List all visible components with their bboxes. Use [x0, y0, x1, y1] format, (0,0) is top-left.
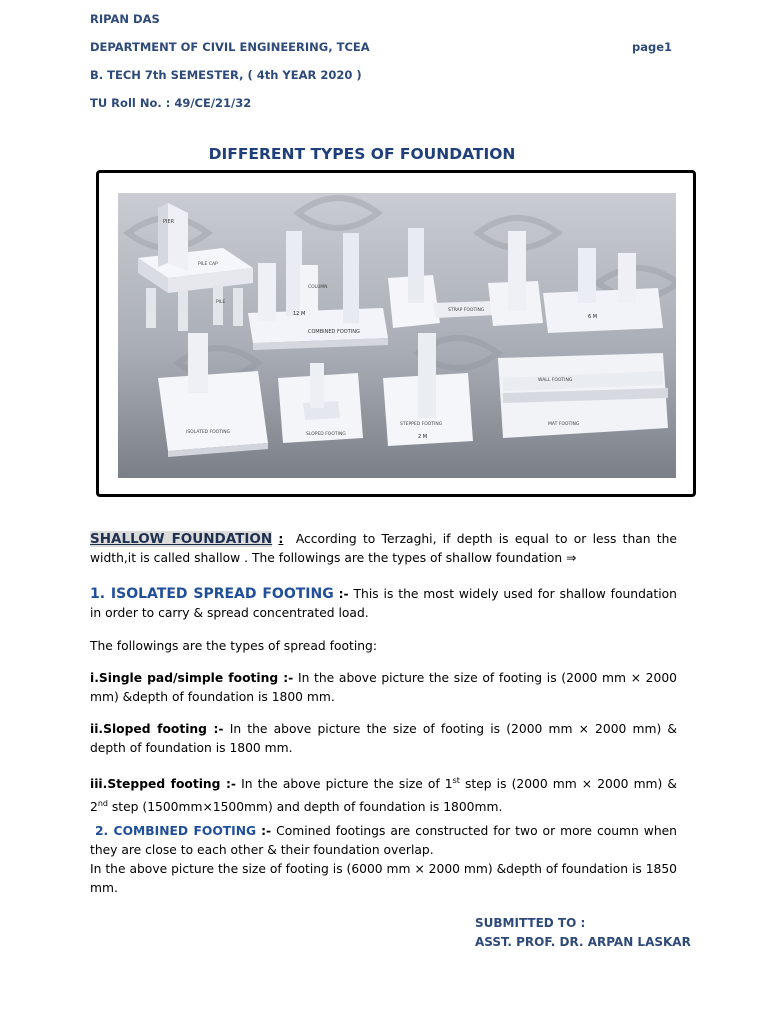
isolated-sep: :-: [338, 587, 349, 601]
label-pier: PIER: [163, 219, 175, 225]
department: DEPARTMENT OF CIVIL ENGINEERING, TCEA: [90, 40, 370, 54]
label-dim-12m: 12 M: [293, 311, 306, 317]
combined-sep: :-: [261, 824, 272, 838]
stepped-text-c: step (1500mm×1500mm) and depth of foundation is 1800mm.: [107, 800, 503, 815]
label-isolated: ISOLATED FOOTING: [186, 430, 231, 435]
combined-paragraph-2: In the above picture the size of footing is (6000 mm × 2000 mm) &depth of foundation is 1850 mm.: [90, 862, 677, 895]
label-wall: WALL FOOTING: [538, 378, 573, 383]
shallow-heading: SHALLOW FOUNDATION: [90, 531, 273, 547]
shallow-text: According to Terzaghi, if depth is equal to or less than the width,it is called shallow . The followings are the types of shallow foundation ⇒: [90, 532, 677, 565]
label-combined: COMBINED FOOTING: [308, 329, 360, 335]
submitted-label: SUBMITTED TO :: [475, 916, 586, 930]
author-name: RIPAN DAS: [90, 12, 160, 26]
types-intro: The followings are the types of spread footing:: [90, 639, 377, 653]
stepped-footing-paragraph: [90, 771, 677, 817]
shallow-colon: :: [278, 532, 284, 546]
page-number: page1: [631, 40, 672, 54]
label-dim-6m: 6 M: [588, 314, 598, 320]
shallow-foundation-paragraph: [90, 530, 677, 568]
isolated-text: This is the most widely used for shallow foundation in order to carry & spread concentrated load.: [90, 587, 677, 620]
mat-footing-model: [498, 353, 668, 438]
isolated-paragraph: [90, 585, 677, 623]
single-label: i.Single pad/simple footing :-: [90, 671, 294, 685]
label-strap: STRAP FOOTING: [448, 308, 485, 313]
label-pile: PILE: [216, 300, 226, 305]
single-text: In the above picture the size of footing is (2000 mm × 2000 mm) &depth of foundation is 1800 mm.: [90, 671, 677, 704]
sloped-label: ii.Sloped footing :-: [90, 722, 224, 736]
combined-heading: 2. COMBINED FOOTING: [94, 824, 257, 838]
combined-text1: Comined footings are constructed for two or more coumn when they are close to each other & their foundation overlap.: [90, 824, 677, 857]
isolated-heading: 1. ISOLATED SPREAD FOOTING: [90, 586, 334, 602]
page-title: DIFFERENT TYPES OF FOUNDATION: [208, 145, 516, 163]
label-mat: MAT FOOTING: [548, 422, 580, 427]
stepped-label: iii.Stepped footing :-: [90, 777, 236, 792]
foundation-models-photo: [118, 193, 676, 478]
sloped-footing-paragraph: [90, 720, 677, 758]
label-stepped: STEPPED FOOTING: [400, 422, 443, 427]
sloped-text: In the above picture the size of footing is (2000 mm × 2000 mm) & depth of foundation is 1800 mm.: [90, 722, 677, 755]
label-sloped: SLOPED FOOTING: [306, 432, 346, 437]
semester: B. TECH 7th SEMESTER, ( 4th YEAR 2020 ): [90, 68, 362, 82]
label-column: COLUMN: [308, 285, 328, 290]
stepped-text-a: In the above picture the size of 1: [241, 777, 453, 792]
stepped-sup-a: st: [452, 776, 460, 785]
label-pile-cap: PILE CAP: [198, 262, 218, 267]
roll-number: TU Roll No. : 49/CE/21/32: [90, 96, 252, 110]
submitted-name: ASST. PROF. DR. ARPAN LASKAR: [475, 935, 691, 949]
label-dim-2m: 2 M: [418, 434, 428, 440]
stepped-text-b: step is (2000 mm × 2000 mm) & 2: [90, 777, 677, 815]
single-footing-paragraph: [90, 669, 677, 707]
stepped-sup-b: nd: [97, 799, 108, 809]
combined-paragraph: [90, 822, 677, 860]
